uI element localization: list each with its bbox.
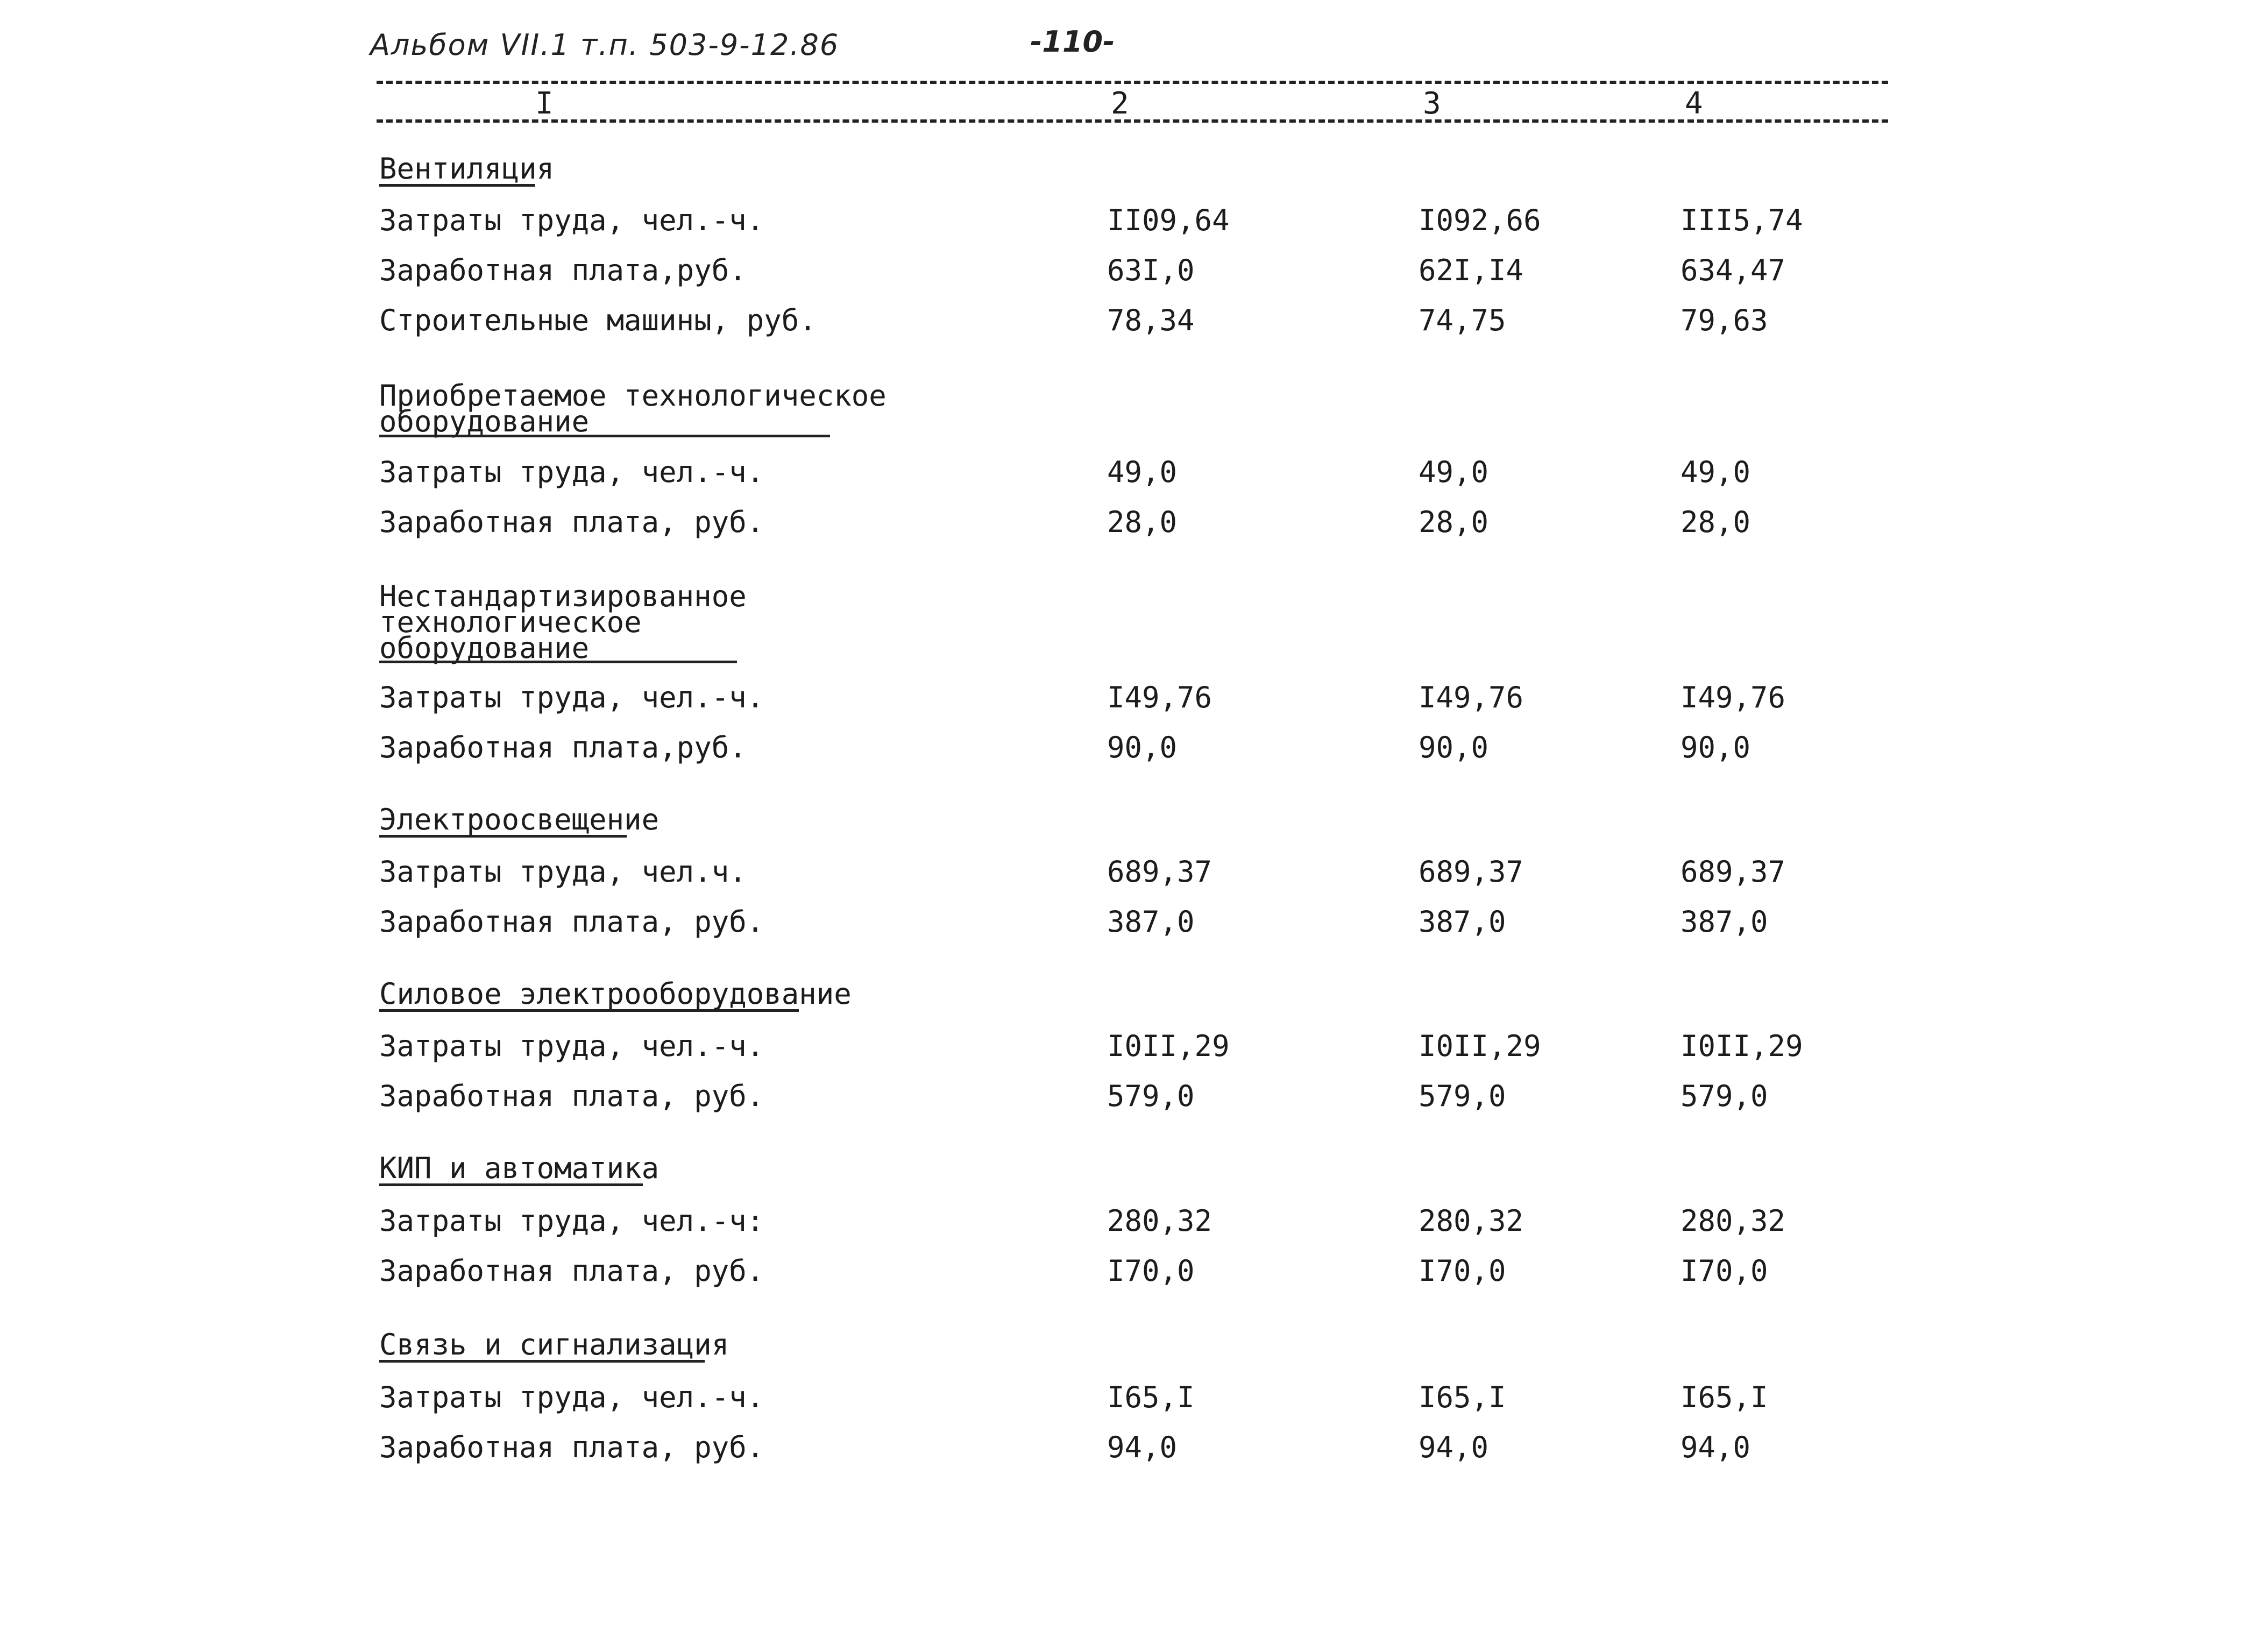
value-col3: 28,0 xyxy=(1419,505,1489,539)
album-reference: Альбом VII.1 т.п. 503-9-12.86 xyxy=(370,28,840,62)
row-label: Заработная плата,руб. xyxy=(379,253,747,287)
section-underline xyxy=(379,435,830,437)
value-col3: I092,66 xyxy=(1419,203,1541,237)
row-label: Заработная плата, руб. xyxy=(379,905,764,939)
value-col3: 689,37 xyxy=(1419,855,1524,889)
header-divider-top xyxy=(377,81,1888,84)
value-col2: 280,32 xyxy=(1107,1204,1212,1238)
row-label: Заработная плата,руб. xyxy=(379,731,747,764)
table-row xyxy=(0,1429,2255,1466)
row-label: Строительные машины, руб. xyxy=(379,303,817,337)
value-col4: I49,76 xyxy=(1680,680,1786,714)
value-col2: I0II,29 xyxy=(1107,1029,1230,1063)
value-col3: 280,32 xyxy=(1419,1204,1524,1238)
value-col4: 79,63 xyxy=(1680,303,1768,337)
value-col3: 94,0 xyxy=(1419,1430,1489,1464)
value-col4: 280,32 xyxy=(1680,1204,1786,1238)
table-row xyxy=(0,453,2255,491)
row-label: Затраты труда, чел.-ч. xyxy=(379,1380,764,1414)
value-col2: I49,76 xyxy=(1107,680,1212,714)
value-col4: III5,74 xyxy=(1680,203,1803,237)
table-row xyxy=(0,903,2255,941)
section-title: КИП и автоматика xyxy=(379,1151,660,1185)
value-col4: 634,47 xyxy=(1680,253,1786,287)
section-underline xyxy=(379,661,737,663)
row-label: Заработная плата, руб. xyxy=(379,505,764,539)
value-col2: 28,0 xyxy=(1107,505,1178,539)
column-number-4: 4 xyxy=(1685,86,1703,121)
table-row xyxy=(0,252,2255,289)
section-title: Силовое электрооборудование xyxy=(379,977,852,1011)
value-col2: 78,34 xyxy=(1107,303,1195,337)
table-row xyxy=(0,1027,2255,1065)
value-col4: 90,0 xyxy=(1680,731,1751,764)
value-col3: 579,0 xyxy=(1419,1079,1506,1113)
table-row xyxy=(0,302,2255,339)
value-col3: 90,0 xyxy=(1419,731,1489,764)
value-col2: 63I,0 xyxy=(1107,253,1195,287)
table-row xyxy=(0,853,2255,891)
section-underline xyxy=(379,1183,643,1186)
table-row xyxy=(0,1252,2255,1290)
value-col3: 49,0 xyxy=(1419,455,1489,489)
section-title: Вентиляция xyxy=(379,152,555,186)
row-label: Затраты труда, чел.-ч. xyxy=(379,1029,764,1063)
value-col4: 28,0 xyxy=(1680,505,1751,539)
header-divider-bottom xyxy=(377,119,1888,123)
row-label: Затраты труда, чел.ч. xyxy=(379,855,747,889)
value-col4: I65,I xyxy=(1680,1380,1768,1414)
row-label: Затраты труда, чел.-ч. xyxy=(379,455,764,489)
section-underline xyxy=(379,1009,799,1012)
section-title: Приобретаемое технологическое оборудование xyxy=(379,379,887,438)
row-label: Заработная плата, руб. xyxy=(379,1079,764,1113)
value-col4: 49,0 xyxy=(1680,455,1751,489)
value-col4: I70,0 xyxy=(1680,1254,1768,1288)
value-col4: 387,0 xyxy=(1680,905,1768,939)
value-col3: 387,0 xyxy=(1419,905,1506,939)
table-row xyxy=(0,1077,2255,1115)
table-row xyxy=(0,1202,2255,1240)
value-col4: 579,0 xyxy=(1680,1079,1768,1113)
section-title: Электроосвещение xyxy=(379,803,660,836)
value-col2: 387,0 xyxy=(1107,905,1195,939)
value-col2: I65,I xyxy=(1107,1380,1195,1414)
column-number-1: I xyxy=(535,86,554,121)
value-col3: I65,I xyxy=(1419,1380,1506,1414)
table-row xyxy=(0,504,2255,541)
value-col2: 94,0 xyxy=(1107,1430,1178,1464)
section-underline xyxy=(379,835,627,838)
value-col2: 689,37 xyxy=(1107,855,1212,889)
table-row xyxy=(0,202,2255,239)
section-title: Нестандартизированное технологическое оборудование xyxy=(379,579,747,665)
section-underline xyxy=(379,1360,705,1363)
value-col3: I49,76 xyxy=(1419,680,1524,714)
value-col2: 49,0 xyxy=(1107,455,1178,489)
row-label: Заработная плата, руб. xyxy=(379,1254,764,1288)
value-col3: 74,75 xyxy=(1419,303,1506,337)
table-row xyxy=(0,729,2255,767)
row-label: Заработная плата, руб. xyxy=(379,1430,764,1464)
value-col3: I70,0 xyxy=(1419,1254,1506,1288)
value-col2: 579,0 xyxy=(1107,1079,1195,1113)
value-col3: I0II,29 xyxy=(1419,1029,1541,1063)
value-col4: 94,0 xyxy=(1680,1430,1751,1464)
section-underline xyxy=(379,184,535,187)
row-label: Затраты труда, чел.-ч: xyxy=(379,1204,764,1238)
value-col4: 689,37 xyxy=(1680,855,1786,889)
section-title: Связь и сигнализация xyxy=(379,1328,729,1362)
value-col3: 62I,I4 xyxy=(1419,253,1524,287)
row-label: Затраты труда, чел.-ч. xyxy=(379,680,764,714)
value-col2: I70,0 xyxy=(1107,1254,1195,1288)
column-number-2: 2 xyxy=(1111,86,1129,121)
page-number: -110- xyxy=(1030,25,1115,59)
value-col2: 90,0 xyxy=(1107,731,1178,764)
table-row xyxy=(0,679,2255,717)
row-label: Затраты труда, чел.-ч. xyxy=(379,203,764,237)
table-row xyxy=(0,1379,2255,1416)
value-col2: II09,64 xyxy=(1107,203,1230,237)
value-col4: I0II,29 xyxy=(1680,1029,1803,1063)
column-number-3: 3 xyxy=(1423,86,1441,121)
